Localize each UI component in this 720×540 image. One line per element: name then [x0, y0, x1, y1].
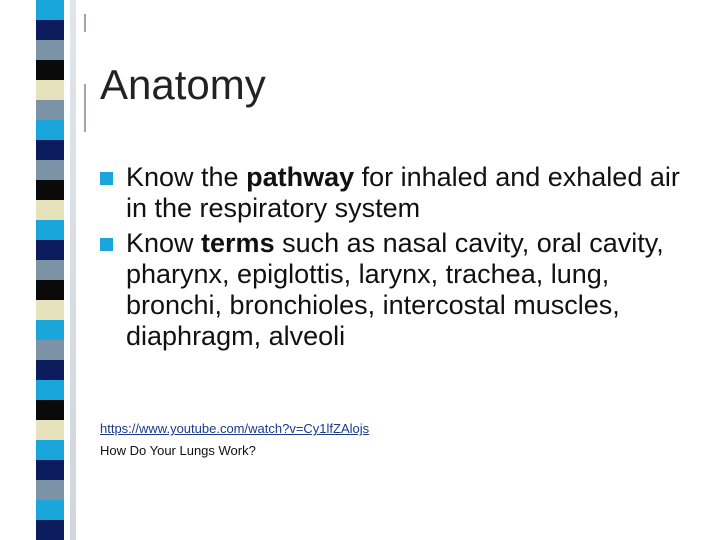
stripe-segment — [36, 200, 64, 220]
title-area — [84, 14, 684, 132]
square-bullet-icon — [100, 172, 113, 185]
bullet-text-bold: terms — [201, 228, 275, 258]
stripe-segment — [36, 500, 64, 520]
bullet-text-after: such as nasal cavity, oral cavity, pharynx, epiglottis, larynx, trachea, lung, bronchi, bronchioles, intercostal muscles, diaphragm, alveoli — [126, 228, 664, 351]
video-link[interactable]: https://www.youtube.com/watch?v=Cy1lfZAlojs — [100, 421, 370, 436]
bullet-text-after: for inhaled and exhaled air in the respiratory system — [126, 162, 680, 223]
title-accent-bottom — [84, 84, 86, 132]
stripe-segment — [36, 20, 64, 40]
bullet-item-terms — [98, 228, 698, 352]
stripe-segment — [36, 380, 64, 400]
stripe-segment — [36, 160, 64, 180]
stripe-segment — [36, 100, 64, 120]
decorative-edge-line — [70, 0, 76, 540]
video-reference — [100, 421, 700, 458]
stripe-segment — [36, 300, 64, 320]
stripe-segment — [36, 280, 64, 300]
stripe-segment — [36, 0, 64, 20]
bullet-item-pathway — [98, 162, 698, 224]
stripe-segment — [36, 400, 64, 420]
stripe-segment — [36, 60, 64, 80]
stripe-segment — [36, 420, 64, 440]
stripe-segment — [36, 320, 64, 340]
square-bullet-icon — [100, 238, 113, 251]
stripe-segment — [36, 120, 64, 140]
stripe-segment — [36, 220, 64, 240]
stripe-segment — [36, 40, 64, 60]
stripe-segment — [36, 480, 64, 500]
stripe-segment — [36, 440, 64, 460]
video-caption: How Do Your Lungs Work? — [100, 443, 256, 458]
stripe-segment — [36, 340, 64, 360]
bullet-text-before: Know — [126, 228, 202, 258]
bullet-text-bold: pathway — [246, 162, 355, 192]
slide-title: Anatomy — [100, 61, 266, 108]
stripe-segment — [36, 80, 64, 100]
stripe-segment — [36, 520, 64, 540]
stripe-segment — [36, 360, 64, 380]
stripe-segment — [36, 240, 64, 260]
stripe-segment — [36, 260, 64, 280]
title-accent-top — [84, 14, 86, 32]
stripe-segment — [36, 180, 64, 200]
bullet-text-before: Know the — [126, 162, 247, 192]
decorative-stripe-bar — [36, 0, 64, 540]
stripe-segment — [36, 140, 64, 160]
stripe-segment — [36, 460, 64, 480]
bullet-list — [98, 162, 698, 356]
